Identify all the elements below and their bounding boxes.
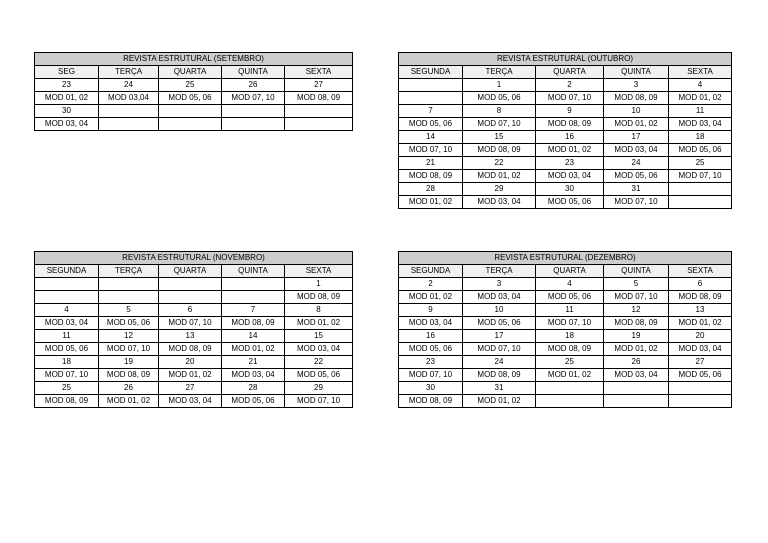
module-cell: MOD 08, 09 — [604, 317, 669, 330]
module-cell: MOD 07, 10 — [604, 196, 669, 209]
weekday-header: SEGUNDA — [399, 265, 463, 278]
module-cell: MOD 08, 09 — [285, 92, 353, 105]
module-row — [35, 92, 353, 105]
weekday-header: SEXTA — [285, 66, 353, 79]
module-row — [399, 118, 732, 131]
module-cell: MOD 05, 06 — [399, 343, 463, 356]
date-cell: 13 — [669, 304, 732, 317]
weekday-header: QUARTA — [159, 265, 222, 278]
date-cell: 3 — [463, 278, 536, 291]
date-cell: 4 — [669, 79, 732, 92]
module-cell: MOD 03, 04 — [669, 343, 732, 356]
module-cell: MOD 01, 02 — [536, 369, 604, 382]
module-row — [35, 291, 353, 304]
date-cell: 14 — [222, 330, 285, 343]
module-cell: MOD 03, 04 — [285, 343, 353, 356]
date-row — [399, 157, 732, 170]
module-cell: MOD 03, 04 — [35, 317, 99, 330]
date-cell: 9 — [536, 105, 604, 118]
module-cell: MOD 08, 09 — [463, 369, 536, 382]
module-cell: MOD 01, 02 — [604, 118, 669, 131]
module-cell: MOD 03, 04 — [399, 317, 463, 330]
date-row — [399, 105, 732, 118]
date-cell: 27 — [669, 356, 732, 369]
module-cell: MOD 03, 04 — [222, 369, 285, 382]
date-cell — [159, 278, 222, 291]
date-cell: 18 — [35, 356, 99, 369]
date-cell: 28 — [399, 183, 463, 196]
module-cell — [159, 291, 222, 304]
date-cell: 22 — [463, 157, 536, 170]
module-cell: MOD 05, 06 — [463, 92, 536, 105]
module-cell: MOD 01, 02 — [669, 317, 732, 330]
module-cell: MOD 07, 10 — [99, 343, 159, 356]
module-cell: MOD 05, 06 — [99, 317, 159, 330]
date-cell: 11 — [669, 105, 732, 118]
module-row — [399, 92, 732, 105]
date-cell: 21 — [222, 356, 285, 369]
date-cell: 24 — [99, 79, 159, 92]
module-cell: MOD 08, 09 — [399, 170, 463, 183]
date-cell — [222, 105, 285, 118]
module-cell: MOD 05, 06 — [285, 369, 353, 382]
module-row — [399, 170, 732, 183]
module-cell: MOD 05, 06 — [35, 343, 99, 356]
date-cell: 30 — [536, 183, 604, 196]
calendar-title: REVISTA ESTRUTURAL (NOVEMBRO) — [35, 252, 353, 265]
module-cell: MOD 08, 09 — [159, 343, 222, 356]
date-cell: 27 — [159, 382, 222, 395]
module-row — [399, 343, 732, 356]
module-cell: MOD 07, 10 — [604, 291, 669, 304]
module-cell: MOD 01, 02 — [99, 395, 159, 408]
date-cell — [285, 105, 353, 118]
weekday-header: SEGUNDA — [399, 66, 463, 79]
date-cell: 25 — [669, 157, 732, 170]
calendar-body — [399, 79, 732, 209]
date-cell: 20 — [159, 356, 222, 369]
date-cell: 18 — [669, 131, 732, 144]
date-row — [399, 79, 732, 92]
date-cell: 11 — [536, 304, 604, 317]
module-cell — [222, 118, 285, 131]
module-cell: MOD 01, 02 — [463, 170, 536, 183]
date-cell: 8 — [463, 105, 536, 118]
date-cell — [536, 382, 604, 395]
date-row — [399, 131, 732, 144]
date-cell: 21 — [399, 157, 463, 170]
date-row — [399, 304, 732, 317]
calendar-body — [35, 278, 353, 408]
module-cell: MOD 08, 09 — [285, 291, 353, 304]
date-cell: 15 — [285, 330, 353, 343]
module-row — [399, 291, 732, 304]
module-cell — [159, 118, 222, 131]
date-cell: 27 — [285, 79, 353, 92]
date-row — [35, 356, 353, 369]
date-cell: 13 — [159, 330, 222, 343]
date-cell: 23 — [35, 79, 99, 92]
weekday-header: TERÇA — [99, 66, 159, 79]
module-cell: MOD 03,04 — [99, 92, 159, 105]
date-cell: 29 — [463, 183, 536, 196]
module-cell: MOD 07, 10 — [399, 369, 463, 382]
module-cell: MOD 01, 02 — [669, 92, 732, 105]
date-cell: 7 — [222, 304, 285, 317]
module-cell — [669, 196, 732, 209]
module-cell — [35, 291, 99, 304]
date-cell: 31 — [604, 183, 669, 196]
date-cell: 12 — [604, 304, 669, 317]
module-cell: MOD 08, 09 — [536, 118, 604, 131]
date-cell — [669, 382, 732, 395]
module-cell — [99, 291, 159, 304]
date-cell — [99, 278, 159, 291]
date-cell: 10 — [463, 304, 536, 317]
date-cell: 17 — [604, 131, 669, 144]
module-row — [399, 395, 732, 408]
date-cell: 17 — [463, 330, 536, 343]
weekday-header: SEXTA — [669, 66, 732, 79]
date-cell: 5 — [604, 278, 669, 291]
module-row — [399, 317, 732, 330]
module-row — [35, 343, 353, 356]
calendar-table-outubro — [398, 52, 732, 209]
module-cell: MOD 07, 10 — [399, 144, 463, 157]
module-cell: MOD 03, 04 — [463, 196, 536, 209]
module-row — [35, 118, 353, 131]
date-cell: 19 — [604, 330, 669, 343]
date-cell: 16 — [399, 330, 463, 343]
weekday-header: TERÇA — [463, 66, 536, 79]
module-cell: MOD 01, 02 — [399, 291, 463, 304]
date-cell: 16 — [536, 131, 604, 144]
module-cell: MOD 01, 02 — [604, 343, 669, 356]
module-cell: MOD 07, 10 — [536, 317, 604, 330]
module-cell: MOD 07, 10 — [669, 170, 732, 183]
module-cell: MOD 05, 06 — [222, 395, 285, 408]
date-cell — [35, 278, 99, 291]
date-row — [399, 382, 732, 395]
date-cell: 4 — [536, 278, 604, 291]
module-cell: MOD 03, 04 — [463, 291, 536, 304]
date-cell: 30 — [35, 105, 99, 118]
weekday-header-row — [399, 66, 732, 79]
date-row — [399, 356, 732, 369]
module-cell: MOD 08, 09 — [463, 144, 536, 157]
date-cell: 26 — [222, 79, 285, 92]
date-cell: 25 — [35, 382, 99, 395]
date-cell: 15 — [463, 131, 536, 144]
calendar-table-setembro — [34, 52, 353, 131]
weekday-header: QUINTA — [604, 66, 669, 79]
module-row — [35, 395, 353, 408]
module-cell: MOD 01, 02 — [463, 395, 536, 408]
module-cell: MOD 03, 04 — [669, 118, 732, 131]
date-cell: 25 — [159, 79, 222, 92]
weekday-header: SEXTA — [285, 265, 353, 278]
module-cell: MOD 05, 06 — [669, 369, 732, 382]
date-cell: 12 — [99, 330, 159, 343]
date-cell: 6 — [159, 304, 222, 317]
module-cell: MOD 01, 02 — [35, 92, 99, 105]
date-cell: 3 — [604, 79, 669, 92]
date-cell: 5 — [99, 304, 159, 317]
module-cell: MOD 08, 09 — [536, 343, 604, 356]
date-cell: 26 — [604, 356, 669, 369]
module-cell: MOD 07, 10 — [536, 92, 604, 105]
module-cell — [536, 395, 604, 408]
weekday-header: QUARTA — [536, 265, 604, 278]
weekday-header: TERÇA — [463, 265, 536, 278]
weekday-header: TERÇA — [99, 265, 159, 278]
calendar-title: REVISTA ESTRUTURAL (SETEMBRO) — [35, 53, 353, 66]
date-row — [35, 382, 353, 395]
date-row — [399, 183, 732, 196]
module-cell: MOD 08, 09 — [99, 369, 159, 382]
module-cell: MOD 08, 09 — [399, 395, 463, 408]
date-row — [35, 330, 353, 343]
date-cell: 8 — [285, 304, 353, 317]
calendar-table-dezembro — [398, 251, 732, 408]
date-cell — [99, 105, 159, 118]
weekday-header: QUINTA — [222, 66, 285, 79]
weekday-header: QUINTA — [604, 265, 669, 278]
module-row — [35, 369, 353, 382]
module-cell: MOD 05, 06 — [669, 144, 732, 157]
weekday-header-row — [35, 66, 353, 79]
date-cell: 23 — [399, 356, 463, 369]
module-cell: MOD 01, 02 — [222, 343, 285, 356]
date-cell — [399, 79, 463, 92]
module-cell: MOD 01, 02 — [159, 369, 222, 382]
weekday-header: SEXTA — [669, 265, 732, 278]
date-cell: 18 — [536, 330, 604, 343]
module-cell: MOD 03, 04 — [604, 369, 669, 382]
module-cell: MOD 05, 06 — [159, 92, 222, 105]
module-cell: MOD 05, 06 — [399, 118, 463, 131]
date-row — [399, 330, 732, 343]
calendar-body — [35, 79, 353, 131]
module-cell: MOD 07, 10 — [463, 343, 536, 356]
module-row — [35, 317, 353, 330]
module-row — [399, 144, 732, 157]
module-cell: MOD 01, 02 — [536, 144, 604, 157]
date-cell: 9 — [399, 304, 463, 317]
date-cell — [159, 105, 222, 118]
weekday-header: QUINTA — [222, 265, 285, 278]
module-cell: MOD 05, 06 — [463, 317, 536, 330]
calendar-title: REVISTA ESTRUTURAL (OUTUBRO) — [399, 53, 732, 66]
date-cell: 28 — [222, 382, 285, 395]
weekday-header: SEG — [35, 66, 99, 79]
module-cell: MOD 08, 09 — [222, 317, 285, 330]
date-cell: 1 — [463, 79, 536, 92]
date-row — [35, 79, 353, 92]
date-cell — [222, 278, 285, 291]
date-cell: 7 — [399, 105, 463, 118]
date-cell: 22 — [285, 356, 353, 369]
date-cell: 19 — [99, 356, 159, 369]
module-cell: MOD 05, 06 — [536, 196, 604, 209]
date-row — [399, 278, 732, 291]
module-cell: MOD 03, 04 — [35, 118, 99, 131]
module-cell: MOD 01, 02 — [399, 196, 463, 209]
module-cell — [285, 118, 353, 131]
module-cell: MOD 07, 10 — [222, 92, 285, 105]
date-cell: 29 — [285, 382, 353, 395]
module-cell: MOD 07, 10 — [285, 395, 353, 408]
module-cell: MOD 03, 04 — [159, 395, 222, 408]
module-cell: MOD 01, 02 — [285, 317, 353, 330]
module-cell: MOD 07, 10 — [159, 317, 222, 330]
weekday-header: QUARTA — [536, 66, 604, 79]
module-cell: MOD 05, 06 — [604, 170, 669, 183]
date-cell: 1 — [285, 278, 353, 291]
date-cell: 2 — [399, 278, 463, 291]
date-row — [35, 304, 353, 317]
date-row — [35, 278, 353, 291]
module-cell: MOD 08, 09 — [35, 395, 99, 408]
calendar-table-novembro — [34, 251, 353, 408]
module-row — [399, 196, 732, 209]
date-cell: 20 — [669, 330, 732, 343]
weekday-header-row — [399, 265, 732, 278]
date-cell: 4 — [35, 304, 99, 317]
date-cell: 25 — [536, 356, 604, 369]
module-cell: MOD 07, 10 — [463, 118, 536, 131]
date-cell: 6 — [669, 278, 732, 291]
date-cell: 23 — [536, 157, 604, 170]
module-cell: MOD 08, 09 — [604, 92, 669, 105]
date-cell: 11 — [35, 330, 99, 343]
date-cell — [669, 183, 732, 196]
module-cell: MOD 05, 06 — [536, 291, 604, 304]
date-cell: 26 — [99, 382, 159, 395]
module-cell: MOD 07, 10 — [35, 369, 99, 382]
module-cell: MOD 03, 04 — [536, 170, 604, 183]
module-cell — [669, 395, 732, 408]
weekday-header-row — [35, 265, 353, 278]
module-cell: MOD 03, 04 — [604, 144, 669, 157]
module-cell — [99, 118, 159, 131]
date-cell: 24 — [463, 356, 536, 369]
module-cell — [604, 395, 669, 408]
module-cell: MOD 08, 09 — [669, 291, 732, 304]
module-cell — [399, 92, 463, 105]
date-row — [35, 105, 353, 118]
weekday-header: SEGUNDA — [35, 265, 99, 278]
date-cell: 10 — [604, 105, 669, 118]
date-cell: 24 — [604, 157, 669, 170]
calendar-body — [399, 278, 732, 408]
date-cell: 2 — [536, 79, 604, 92]
weekday-header: QUARTA — [159, 66, 222, 79]
calendar-title: REVISTA ESTRUTURAL (DEZEMBRO) — [399, 252, 732, 265]
date-cell: 30 — [399, 382, 463, 395]
module-cell — [222, 291, 285, 304]
date-cell — [604, 382, 669, 395]
module-row — [399, 369, 732, 382]
date-cell: 31 — [463, 382, 536, 395]
date-cell: 14 — [399, 131, 463, 144]
